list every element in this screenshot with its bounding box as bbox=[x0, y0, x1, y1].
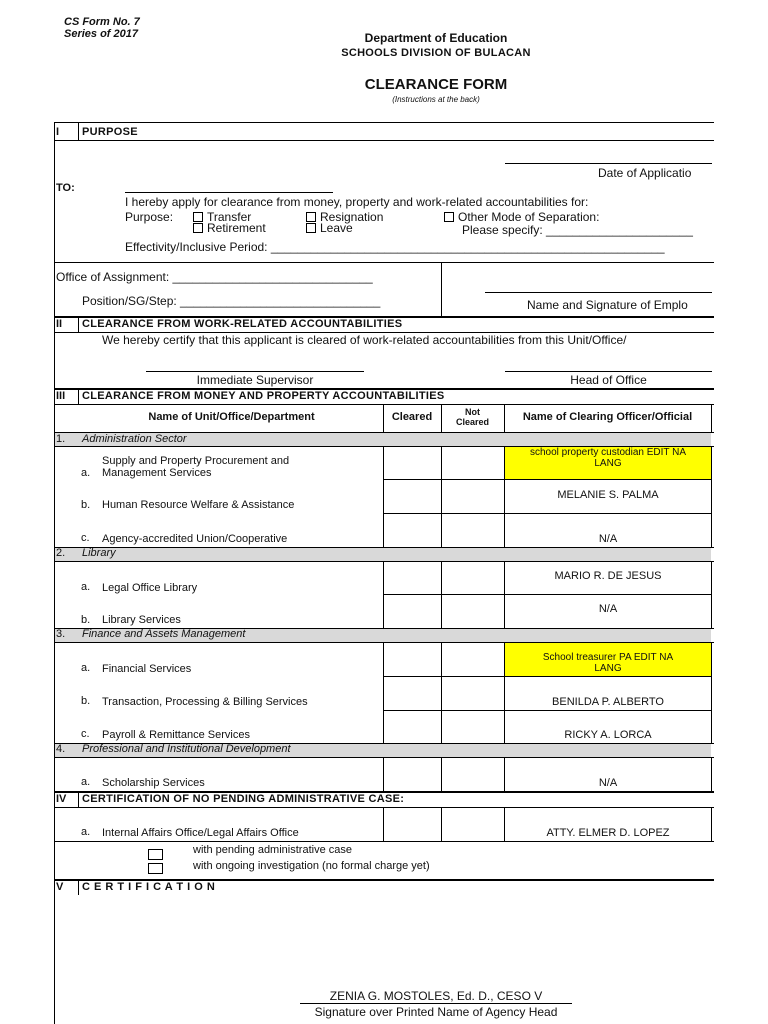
officer-line1: school property custodian EDIT NA bbox=[529, 447, 686, 458]
employee-signature-label: Name and Signature of Emplo bbox=[527, 298, 688, 312]
section-2-heading: CLEARANCE FROM WORK-RELATED ACCOUNTABILITIES bbox=[82, 318, 403, 330]
row-4-internal-affairs-officer: ATTY. ELMER D. LOPEZ bbox=[546, 827, 670, 839]
row-3c-officer: RICKY A. LORCA bbox=[564, 729, 652, 741]
row-letter: a. bbox=[81, 826, 91, 838]
column-header-cleared-line: Cleared bbox=[455, 417, 490, 427]
option-retirement-label: Retirement bbox=[207, 221, 266, 235]
pending-case-checkbox[interactable] bbox=[148, 849, 163, 860]
agency-head-name: ZENIA G. MOSTOLES, Ed. D., CESO V bbox=[329, 989, 543, 1003]
column-header-not-cleared bbox=[441, 407, 504, 427]
row-2b-name: Library Services bbox=[102, 614, 181, 626]
row-1b-name: Human Resource Welfare & Assistance bbox=[102, 499, 295, 511]
division-name: SCHOOLS DIVISION OF BULACAN bbox=[341, 47, 531, 59]
row-letter: c. bbox=[81, 532, 90, 544]
immediate-supervisor-label: Immediate Supervisor bbox=[196, 373, 314, 387]
row-letter: b. bbox=[81, 614, 91, 626]
row-1c-name: Agency-accredited Union/Cooperative bbox=[102, 533, 288, 545]
row-letter: c. bbox=[81, 728, 90, 740]
column-header-cleared: Cleared bbox=[391, 411, 433, 423]
to-field[interactable] bbox=[125, 192, 333, 193]
pending-case-label: with pending administrative case bbox=[193, 844, 352, 856]
group-number: 4. bbox=[56, 743, 66, 755]
group-number: 1. bbox=[56, 433, 66, 445]
group-finance-assets: Finance and Assets Management bbox=[82, 628, 246, 640]
section-5-roman: V bbox=[56, 881, 64, 893]
option-resignation-label: Resignation bbox=[320, 210, 384, 224]
date-of-application-label: Date of Applicatio bbox=[598, 166, 692, 180]
row-1a-officer[interactable] bbox=[505, 447, 711, 469]
row-letter: b. bbox=[81, 499, 91, 511]
row-4a-officer: N/A bbox=[598, 777, 618, 789]
row-letter: a. bbox=[81, 467, 91, 479]
section-4-roman: IV bbox=[56, 793, 67, 805]
please-specify-field[interactable]: Please specify: ______________________ bbox=[462, 223, 693, 237]
section-2-roman: II bbox=[56, 318, 63, 330]
row-4-internal-affairs-name: Internal Affairs Office/Legal Affairs Office bbox=[102, 827, 299, 839]
row-1a-name-line2: Management Services bbox=[102, 467, 212, 479]
department-name: Department of Education bbox=[364, 31, 508, 45]
column-header-not-line: Not bbox=[465, 407, 480, 417]
checkbox-icon bbox=[444, 212, 454, 222]
group-professional-development: Professional and Institutional Development bbox=[82, 743, 291, 755]
row-3c-name: Payroll & Remittance Services bbox=[102, 729, 250, 741]
row-letter: a. bbox=[81, 581, 91, 593]
option-other-separation[interactable] bbox=[444, 210, 599, 224]
form-series: Series of 2017 bbox=[64, 28, 138, 40]
column-header-officer: Name of Clearing Officer/Official bbox=[522, 411, 693, 423]
group-number: 2. bbox=[56, 547, 66, 559]
row-letter: b. bbox=[81, 695, 91, 707]
ongoing-investigation-label: with ongoing investigation (no formal charge yet) bbox=[193, 860, 430, 872]
position-sg-step-field[interactable]: Position/SG/Step: ______________________________ bbox=[82, 294, 381, 308]
to-label: TO: bbox=[56, 182, 75, 194]
row-3b-name: Transaction, Processing & Billing Services bbox=[102, 696, 308, 708]
checkbox-icon bbox=[306, 223, 316, 233]
row-3a-name: Financial Services bbox=[102, 663, 192, 675]
group-administration-sector: Administration Sector bbox=[82, 433, 187, 445]
row-2a-officer: MARIO R. DE JESUS bbox=[554, 570, 662, 582]
row-1a-name-line1: Supply and Property Procurement and bbox=[102, 455, 290, 467]
column-header-unit: Name of Unit/Office/Department bbox=[148, 411, 315, 423]
row-1b-officer: MELANIE S. PALMA bbox=[557, 489, 659, 501]
officer-line1: School treasurer PA EDIT NA bbox=[542, 652, 674, 663]
row-letter: a. bbox=[81, 776, 91, 788]
form-number: CS Form No. 7 bbox=[64, 16, 140, 28]
option-transfer-label: Transfer bbox=[207, 210, 252, 224]
row-letter: a. bbox=[81, 662, 91, 674]
row-3a-officer[interactable] bbox=[505, 652, 711, 674]
page-title: CLEARANCE FORM bbox=[364, 76, 508, 93]
effectivity-period-field[interactable]: Effectivity/Inclusive Period: ___________________________________________________________ bbox=[125, 240, 665, 254]
section-3-heading: CLEARANCE FROM MONEY AND PROPERTY ACCOUNTABILITIES bbox=[82, 390, 445, 402]
section-5-heading: C E R T I F I C A T I O N bbox=[82, 881, 216, 893]
section-3-roman: III bbox=[56, 390, 66, 402]
section-1-roman: I bbox=[56, 126, 60, 138]
row-3b-officer: BENILDA P. ALBERTO bbox=[552, 696, 664, 708]
head-of-office-label: Head of Office bbox=[570, 373, 647, 387]
officer-line2: LANG bbox=[594, 458, 622, 469]
row-1c-officer: N/A bbox=[598, 533, 618, 545]
row-2b-officer: N/A bbox=[598, 603, 618, 615]
section-4-heading: CERTIFICATION OF NO PENDING ADMINISTRATIVE CASE: bbox=[82, 793, 405, 805]
ongoing-investigation-checkbox[interactable] bbox=[148, 863, 163, 874]
option-retirement[interactable] bbox=[193, 221, 266, 235]
checkbox-icon bbox=[193, 223, 203, 233]
instructions-note: (Instructions at the back) bbox=[392, 95, 480, 104]
apply-statement: I hereby apply for clearance from money, property and work-related accountabilities for: bbox=[125, 195, 589, 209]
option-other-label: Other Mode of Separation: bbox=[458, 210, 600, 224]
row-4a-name: Scholarship Services bbox=[102, 777, 205, 789]
section-1-heading: PURPOSE bbox=[82, 126, 138, 138]
row-2a-name: Legal Office Library bbox=[102, 582, 198, 594]
officer-line2: LANG bbox=[594, 663, 622, 674]
office-of-assignment-field[interactable]: Office of Assignment: ______________________________ bbox=[56, 270, 373, 284]
work-certification-text: We hereby certify that this applicant is cleared of work-related accountabilities from this Unit/Office/ bbox=[102, 333, 627, 347]
option-leave[interactable] bbox=[306, 221, 353, 235]
agency-head-signature-label: Signature over Printed Name of Agency Head bbox=[314, 1005, 558, 1019]
group-library: Library bbox=[82, 547, 116, 559]
option-leave-label: Leave bbox=[320, 221, 353, 235]
group-number: 3. bbox=[56, 628, 66, 640]
purpose-label: Purpose: bbox=[125, 210, 174, 224]
